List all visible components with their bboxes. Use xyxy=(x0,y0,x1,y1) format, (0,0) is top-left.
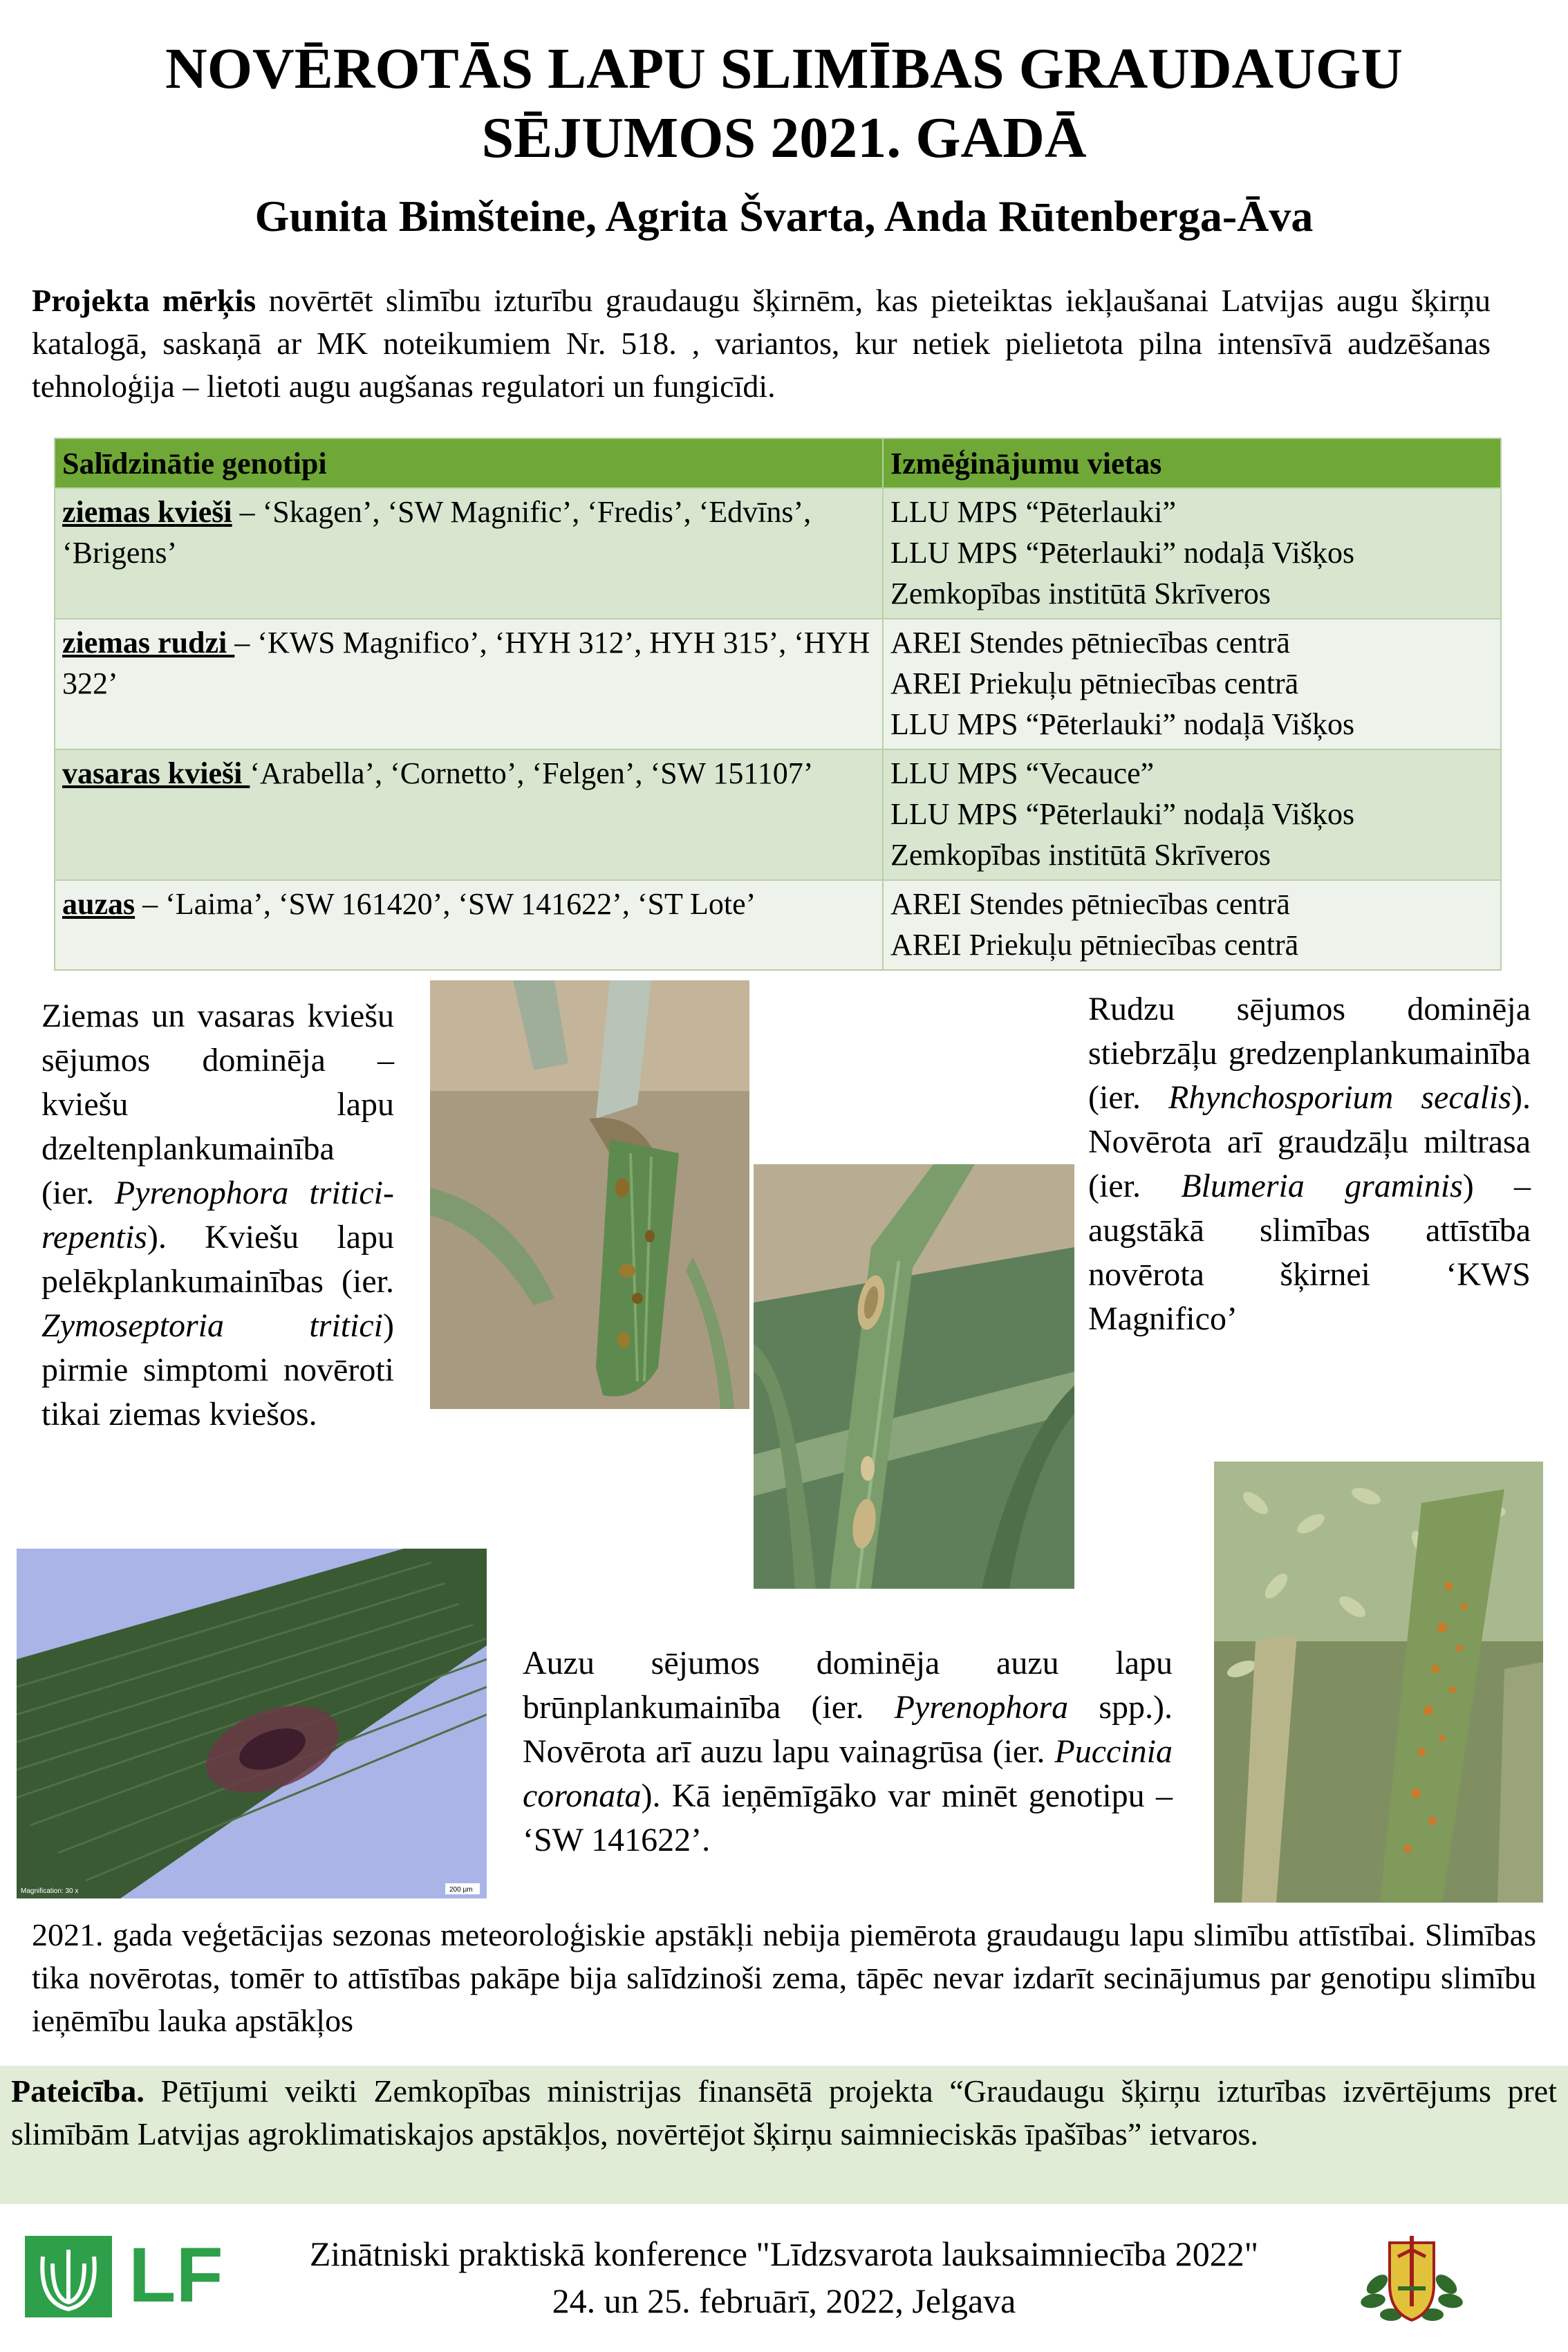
crop-name: vasaras kvieši xyxy=(62,756,250,790)
table-row xyxy=(55,619,1501,749)
acknowledgement xyxy=(11,2070,1557,2156)
site-item: AREI Stendes pētniecības centrā xyxy=(890,626,1290,660)
poster-title xyxy=(0,35,1568,173)
microscope-leaf-lesion-photo xyxy=(17,1549,487,1898)
authors: Gunita Bimšteine, Agrita Švarta, Anda Rūtenberga-Āva xyxy=(254,192,1314,241)
project-aim xyxy=(32,279,1491,408)
title-line-1: NOVĒROTĀS LAPU SLIMĪBAS GRAUDAUGU xyxy=(165,37,1403,101)
table-row xyxy=(55,749,1501,880)
table-header-row xyxy=(55,438,1501,488)
table-row xyxy=(55,488,1501,619)
site-item: LLU MPS “Vecauce” xyxy=(890,756,1155,790)
sites-cell xyxy=(883,619,1501,749)
site-item: Zemkopības institūtā Skrīveros xyxy=(890,577,1271,610)
oat-crown-rust-photo xyxy=(1214,1462,1543,1903)
text-run: ) – augstākā slimības attīstība novērota šķirnei ‘KWS Magnifico’ xyxy=(1088,1168,1531,1337)
text-run: Auzu sējumos dominēja auzu lapu brūnplankumainība (ier. xyxy=(523,1645,1173,1726)
table-header-sites: Izmēģinājumu vietas xyxy=(883,438,1501,488)
crop-name: auzas xyxy=(62,887,136,921)
site-item: LLU MPS “Pēterlauki” xyxy=(890,495,1177,529)
site-item: AREI Priekuļu pētniecības centrā xyxy=(890,666,1299,700)
pathogen-name: Zymoseptoria tritici xyxy=(41,1307,384,1344)
sites-cell xyxy=(883,880,1501,970)
conference-name: Zinātniski praktiskā konference "Līdzsvarota lauksaimniecība 2022" xyxy=(309,2234,1259,2273)
table-row xyxy=(55,880,1501,970)
genotype-list: – ‘KWS Magnifico’, ‘HYH 312’, HYH 315’, ‘HYH 322’ xyxy=(62,626,870,700)
text-run: Ziemas un vasaras kviešu sējumos dominēja – kviešu lapu dzeltenplankumainība (ier. xyxy=(41,998,394,1211)
table-header-genotypes: Salīdzinātie genotipi xyxy=(55,438,883,488)
text-run: ). Kviešu lapu pelēkplankumainības (ier. xyxy=(41,1219,394,1300)
site-item: LLU MPS “Pēterlauki” nodaļā Višķos xyxy=(890,707,1355,741)
pathogen-name: Rhynchosporium secalis xyxy=(1168,1079,1511,1116)
scale-bar-label: 200 µm xyxy=(449,1886,473,1894)
aim-label: Projekta mērķis xyxy=(32,283,256,318)
site-item: AREI Stendes pētniecības centrā xyxy=(890,887,1290,921)
pathogen-name: Puccinia coronata xyxy=(523,1733,1173,1814)
rye-disease-text xyxy=(1088,987,1531,1341)
pathogen-name: Pyrenophora xyxy=(894,1689,1069,1726)
oat-disease-text xyxy=(523,1641,1173,1863)
text-run: Rudzu sējumos dominēja stiebrzāļu gredzenplankumainība (ier. xyxy=(1088,991,1531,1116)
site-item: Zemkopības institūtā Skrīveros xyxy=(890,838,1271,872)
text-run: ). Novērota arī graudzāļu miltrasa (ier. xyxy=(1088,1079,1531,1204)
text-run: spp.). Novērota arī auzu lapu vainagrūsa (ier. xyxy=(523,1689,1173,1770)
site-item: LLU MPS “Pēterlauki” nodaļā Višķos xyxy=(890,536,1355,570)
pathogen-name: Pyrenophora tritici-repentis xyxy=(41,1175,394,1256)
site-item: AREI Priekuļu pētniecības centrā xyxy=(890,928,1299,962)
institute-emblem xyxy=(1356,2229,1467,2326)
wheat-tan-spot-photo xyxy=(430,980,749,1409)
sites-cell xyxy=(883,749,1501,880)
genotype-list: – ‘Skagen’, ‘SW Magnific’, ‘Fredis’, ‘Edvīns’, ‘Brigens’ xyxy=(62,495,812,570)
conference-info xyxy=(0,2230,1568,2324)
acknowledgement-text: Pētījumi veikti Zemkopības ministrijas finansētā projekta “Graudaugu šķirņu izturības izvērtējums pret slimībām Latvijas agroklimatiskajos apstākļos, novērtējot šķirņu saimnieciskās īpašības” ietvaros. xyxy=(11,2073,1557,2152)
crop-name: ziemas rudzi xyxy=(62,626,235,660)
aim-text: novērtēt slimību izturību graudaugu šķirnēm, kas pieteiktas iekļaušanai Latvijas augu šķirņu katalogā, saskaņā ar MK noteikumiem Nr. 518. , variantos, kur netiek pielietota pilna intensīvā audzēšanas tehnoloģija – lietoti augu augšanas regulatori un fungicīdi. xyxy=(32,283,1491,404)
faculty-logo-text: LF xyxy=(129,2232,223,2318)
sites-cell xyxy=(883,488,1501,619)
acknowledgement-label: Pateicība. xyxy=(11,2073,144,2109)
pathogen-name: Blumeria graminis xyxy=(1181,1168,1463,1204)
summary-paragraph: 2021. gada veģetācijas sezonas meteoroloģiskie apstākļi nebija piemērota graudaugu lapu slimību attīstībai. Slimības tika novērotas, tomēr to attīstības pakāpe bija salīdzinoši zema, tāpēc nevar izdarīt secinājumus par genotipu slimību ieņēmību lauka apstākļos xyxy=(32,1917,1536,2038)
genotype-table xyxy=(54,438,1502,971)
title-line-2: SĒJUMOS 2021. GADĀ xyxy=(481,106,1087,170)
rye-scald-photo xyxy=(754,1164,1074,1589)
genotype-cell xyxy=(55,619,883,749)
genotype-cell xyxy=(55,880,883,970)
magnification-label: Magnification: 30 x xyxy=(21,1887,79,1895)
text-run: ). Kā ieņēmīgāko var minēt genotipu – ‘SW 141622’. xyxy=(523,1777,1173,1858)
wheat-disease-text xyxy=(41,994,394,1437)
site-item: LLU MPS “Pēterlauki” nodaļā Višķos xyxy=(890,797,1355,831)
text-run: ) pirmie simptomi novēroti tikai ziemas kviešos. xyxy=(41,1307,394,1432)
genotype-cell xyxy=(55,488,883,619)
genotype-list: ‘Arabella’, ‘Cornetto’, ‘Felgen’, ‘SW 151107’ xyxy=(250,756,814,790)
conference-date: 24. un 25. februārī, 2022, Jelgava xyxy=(552,2281,1016,2320)
genotype-cell xyxy=(55,749,883,880)
crop-name: ziemas kvieši xyxy=(62,495,232,529)
genotype-list: – ‘Laima’, ‘SW 161420’, ‘SW 141622’, ‘ST Lote’ xyxy=(135,887,756,921)
